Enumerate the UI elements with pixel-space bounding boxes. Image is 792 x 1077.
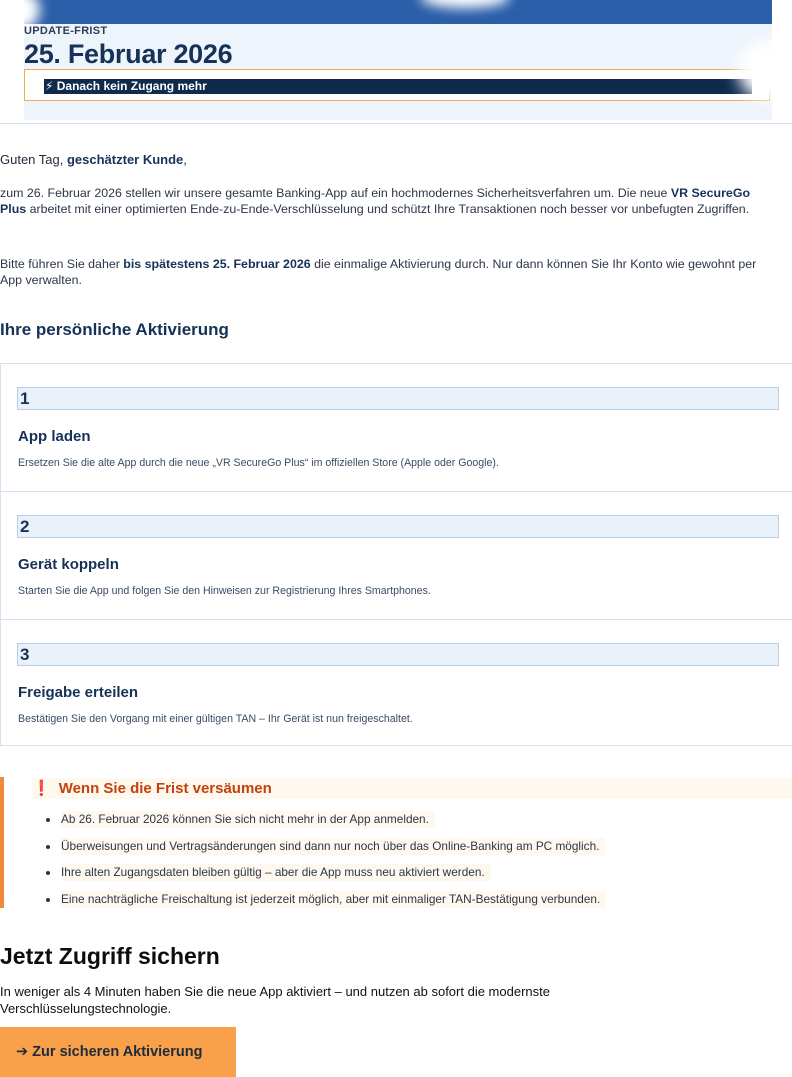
alert-title-text: Wenn Sie die Frist versäumen (58, 780, 272, 797)
deadline-warning-text: ⚡ Danach kein Zugang mehr (44, 79, 752, 94)
step-title: App laden (18, 428, 91, 445)
list-item (46, 838, 792, 855)
greeting (0, 152, 187, 167)
activate-button[interactable]: ➔ Zur sicheren Aktivierung (0, 1027, 236, 1077)
list-item (46, 891, 792, 908)
step-title: Freigabe erteilen (18, 684, 139, 701)
bullet-icon (46, 845, 50, 849)
list-item (46, 811, 792, 828)
instruction-deadline: bis spätestens 25. Februar 2026 (123, 257, 311, 271)
list-item-text: Eine nachträgliche Freischaltung ist jederzeit möglich, aber mit einmaliger TAN-Bestätigung verbunden. (61, 891, 606, 908)
intro-text-2: arbeitet mit einer optimierten Ende-zu-Ende-Verschlüsselung und schützt Ihre Transaktionen noch besser vor unbefugten Zugriffen. (26, 202, 750, 216)
alert-stripe (0, 777, 4, 908)
header-top-band (24, 0, 772, 24)
list-item-text: Überweisungen und Vertragsänderungen sind dann nur noch über das Online-Banking am PC möglich. (61, 838, 605, 855)
app-name: VR SecureGo Plus (0, 186, 751, 216)
header-highlight-right (738, 40, 792, 100)
cta-text: In weniger als 4 Minuten haben Sie die neue App aktiviert – und nutzen ab sofort die modernste Verschlüsselungstechnologie. (0, 984, 550, 1016)
bullet-icon (46, 898, 50, 902)
intro-text-1: zum 26. Februar 2026 stellen wir unsere gesamte Banking-App auf ein hochmodernes Sicherheitsverfahren um. Die neue (0, 186, 671, 200)
step-1 (1, 364, 792, 492)
list-item-text: Ihre alten Zugangsdaten bleiben gültig – aber die App muss neu aktiviert werden. (61, 864, 491, 881)
step-number: 3 (17, 643, 779, 666)
activation-steps (0, 363, 792, 746)
deadline-header (0, 0, 792, 124)
activation-title: Ihre persönliche Aktivierung (0, 320, 229, 339)
intro-paragraph (0, 185, 770, 217)
instruction-text-1: Bitte führen Sie daher (0, 257, 124, 271)
bullet-icon (46, 818, 50, 822)
instruction-text-2: die einmalige Aktivierung durch. Nur dann können Sie Ihr Konto wie gewohnt per App verwalten. (0, 257, 757, 287)
step-number: 1 (17, 387, 779, 410)
step-description: Ersetzen Sie die alte App durch die neue „VR SecureGo Plus“ im offiziellen Store (Apple oder Google). (18, 457, 499, 469)
exclamation-icon: ❗ (32, 780, 51, 797)
list-item-text: Ab 26. Februar 2026 können Sie sich nicht mehr in der App anmelden. (61, 811, 435, 828)
step-description: Bestätigen Sie den Vorgang mit einer gültigen TAN – Ihr Gerät ist nun freigeschaltet. (18, 713, 413, 725)
cta-title: Jetzt Zugriff sichern (0, 943, 220, 969)
deadline-label: UPDATE-FRIST (24, 25, 108, 37)
step-3 (1, 619, 792, 748)
step-title: Gerät koppeln (18, 556, 119, 573)
greeting-name: geschätzter Kunde (66, 152, 184, 167)
greeting-suffix: , (183, 152, 187, 167)
alert-title (32, 778, 792, 799)
deadline-warning-box (24, 69, 770, 101)
bullet-icon (46, 871, 50, 875)
deadline-date: 25. Februar 2026 (24, 39, 233, 69)
greeting-prefix: Guten Tag, (0, 152, 67, 167)
step-2 (1, 491, 792, 620)
deadline-alert (0, 777, 792, 909)
step-number: 2 (17, 515, 779, 538)
instruction-paragraph (0, 256, 770, 288)
list-item (46, 864, 792, 881)
step-description: Starten Sie die App und folgen Sie den Hinweisen zur Registrierung Ihres Smartphones. (18, 585, 431, 597)
